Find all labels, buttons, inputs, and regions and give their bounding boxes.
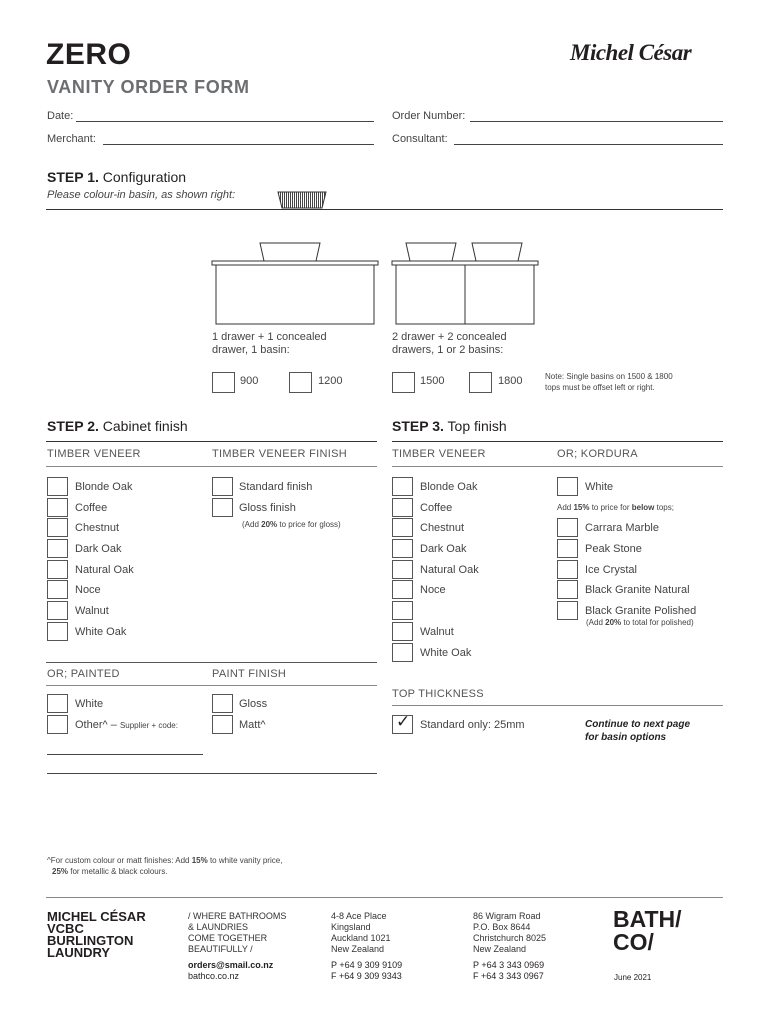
config2-label-line2: drawers, 1 or 2 basins: [392,344,504,356]
step1-number: STEP 1. [47,169,99,185]
step2-veneer-header: TIMBER VENEER [47,448,141,460]
size-1800-label: 1800 [498,375,523,387]
kordura-note-pre: Add [557,503,574,512]
step2-number: STEP 2. [47,418,99,434]
standard-finish-checkbox[interactable] [212,477,233,496]
auckland-line2: Kingsland [331,922,371,932]
footnote-line1-post: to white vanity price, [207,856,283,865]
christchurch-phone: P +64 3 343 0969 [473,960,545,970]
footer-tagline [188,911,286,955]
step1-heading [47,169,186,185]
footer-brand-list [47,911,146,959]
brand-logo: Michel César [570,40,692,65]
kordura-price-note [557,503,674,512]
basin-example-icon [276,190,328,210]
top-veneer-checkbox[interactable] [392,580,413,599]
order-number-field[interactable] [470,121,723,122]
footer-rule [46,897,723,898]
top-veneer-label: Coffee [420,502,453,514]
form-subtitle: VANITY ORDER FORM [47,77,250,97]
footer-website-link[interactable]: bathco.co.nz [188,971,240,981]
cabinet-veneer-label: White Oak [75,626,127,638]
top-veneer-label: Walnut [420,626,454,638]
top-veneer-label: Natural Oak [420,564,479,576]
continue-note-line2: for basin options [585,732,667,743]
step3-title: Top finish [447,418,507,434]
paint-gloss-label: Gloss [239,698,268,710]
consultant-field[interactable] [454,144,723,145]
gloss-note-pre: (Add [242,520,262,529]
kordura-label: Carrara Marble [585,522,659,534]
cabinet-veneer-checkbox[interactable] [47,518,68,537]
auckland-line1: 4-8 Ace Place [331,911,387,921]
single-basin-vanity-icon [210,240,380,326]
tagline-line2: & LAUNDRIES [188,922,249,932]
tagline-line3: COME TOGETHER [188,933,268,943]
top-veneer-checkbox[interactable] [392,477,413,496]
top-veneer-checkbox[interactable] [392,539,413,558]
config1-label-line2: drawer, 1 basin: [212,344,290,356]
footer-brand-burlington: BURLINGTON [47,933,134,948]
size-1500-checkbox[interactable] [392,372,415,393]
christchurch-address [473,911,546,955]
christchurch-line1: 86 Wigram Road [473,911,541,921]
step1-note-line1: Note: Single basins on 1500 & 1800 [545,372,673,381]
standard-finish-label: Standard finish [239,481,313,493]
christchurch-line3: Christchurch 8025 [473,933,547,943]
continue-note-line1: Continue to next page [585,719,690,730]
painted-rule [46,662,377,663]
top-veneer-checkbox[interactable] [392,518,413,537]
step3-veneer-header: TIMBER VENEER [392,448,486,460]
footer-email-link[interactable]: orders@smail.co.nz [188,960,274,970]
step1-rule [46,209,723,210]
size-1200-label: 1200 [318,375,343,387]
kordura-label: Black Granite Natural [585,584,690,596]
size-900-checkbox[interactable] [212,372,235,393]
footnote-line2 [52,867,168,876]
top-veneer-checkbox[interactable] [392,498,413,517]
supplier-code-field[interactable] [47,754,203,755]
top-veneer-label: Blonde Oak [420,481,478,493]
merchant-label: Merchant: [47,133,96,145]
step1-instruction: Please colour-in basin, as shown right: [47,189,236,201]
kordura-note-below: below [631,503,655,512]
size-1200-checkbox[interactable] [289,372,312,393]
polished-price-note [586,618,694,627]
step3-heading [392,418,507,434]
top-veneer-checkbox[interactable] [392,643,413,662]
top-veneer-checkbox[interactable] [392,622,413,641]
kordura-label: Ice Crystal [585,564,637,576]
cabinet-veneer-label: Walnut [75,605,109,617]
cabinet-veneer-label: Noce [75,584,101,596]
step2-title: Cabinet finish [102,418,188,434]
kordura-white-checkbox[interactable] [557,477,578,496]
kordura-checkbox[interactable] [557,539,578,558]
step2-rule [46,441,377,442]
footnote-line1-pre: ^For custom colour or matt finishes: Add [47,856,192,865]
kordura-checkbox[interactable] [557,518,578,537]
cabinet-veneer-label: Blonde Oak [75,481,133,493]
polished-note-percent: 20% [605,618,622,627]
kordura-note-post: tops; [654,503,674,512]
cabinet-veneer-label: Chestnut [75,522,120,534]
top-veneer-label: Chestnut [420,522,465,534]
polished-note-pre: (Add [586,618,606,627]
supplier-code-label: Supplier + code: [119,721,178,730]
footer-brand-vcbc: VCBC [47,921,84,936]
painted-white-label: White [75,698,104,710]
cabinet-veneer-checkbox[interactable] [47,580,68,599]
cabinet-veneer-label: Dark Oak [75,543,122,555]
cabinet-veneer-checkbox[interactable] [47,622,68,641]
painted-white-checkbox[interactable] [47,694,68,713]
footnote-line1-percent: 15% [191,856,208,865]
supplier-code-field-2[interactable] [47,773,377,774]
thickness-check-icon: ✓ [396,712,411,732]
painted-other-label [75,719,178,731]
kordura-note-percent: 15% [573,503,590,512]
cabinet-veneer-label: Coffee [75,502,108,514]
painted-other-checkbox[interactable] [47,715,68,734]
painted-other-text: Other^ [75,719,108,731]
gloss-note-post: to price for gloss) [277,520,341,529]
top-thickness-rule [392,705,723,706]
consultant-label: Consultant: [392,133,448,145]
step3-rule [392,441,723,442]
bathco-logo-line1: BATH/ [613,906,682,932]
painted-other-dash: – [110,719,117,731]
kordura-label: Peak Stone [585,543,642,555]
christchurch-fax: F +64 3 343 0967 [473,971,544,981]
painted-header: OR; PAINTED [47,668,120,680]
form-title: ZERO [46,38,132,71]
paint-finish-header: PAINT FINISH [212,668,287,680]
kordura-checkbox[interactable] [557,601,578,620]
footer-date: June 2021 [614,973,652,982]
footer-brand-laundry: LAUNDRY [47,945,111,960]
top-veneer-label: Noce [420,584,446,596]
config2-label-line1: 2 drawer + 2 concealed [392,331,507,343]
step2-heading [47,418,188,434]
top-thickness-header: TOP THICKNESS [392,688,484,700]
paint-matt-label: Matt^ [239,719,266,731]
kordura-white-label: White [585,481,614,493]
cabinet-veneer-checkbox[interactable] [47,601,68,620]
gloss-finish-label: Gloss finish [239,502,296,514]
date-label: Date: [47,110,74,122]
kordura-header: OR; KORDURA [557,448,638,460]
auckland-line3: Auckland 1021 [331,933,391,943]
auckland-line4: New Zealand [331,944,385,954]
footer-brand-michel-cesar: MICHEL CÉSAR [47,909,146,924]
top-veneer-checkbox[interactable] [392,560,413,579]
footnote-line1 [47,856,282,865]
cabinet-veneer-label: Natural Oak [75,564,134,576]
top-veneer-checkbox[interactable] [392,601,413,620]
kordura-checkbox[interactable] [557,580,578,599]
step3-number: STEP 3. [392,418,444,434]
tagline-line1: / WHERE BATHROOMS [188,911,287,921]
kordura-note-mid: to price for [589,503,632,512]
polished-note-post: to total for polished) [621,618,694,627]
double-basin-vanity-icon [390,240,540,326]
paint-gloss-checkbox[interactable] [212,694,233,713]
kordura-label: Black Granite Polished [585,605,697,617]
config1-label-line1: 1 drawer + 1 concealed [212,331,327,343]
step3-subrule [392,466,723,467]
kordura-checkbox[interactable] [557,560,578,579]
christchurch-line4: New Zealand [473,944,527,954]
merchant-field[interactable] [103,144,374,145]
date-field[interactable] [76,121,374,122]
painted-subrule [46,685,377,686]
cabinet-veneer-checkbox[interactable] [47,539,68,558]
gloss-note-percent: 20% [261,520,278,529]
christchurch-line2: P.O. Box 8644 [473,922,531,932]
size-1800-checkbox[interactable] [469,372,492,393]
step2-finish-header: TIMBER VENEER FINISH [212,448,347,460]
footnote-line2-post: for metallic & black colours. [68,867,168,876]
order-number-label: Order Number: [392,110,466,122]
auckland-address [331,911,391,955]
footnote-line2-percent: 25% [52,867,69,876]
size-1500-label: 1500 [420,375,445,387]
step1-note-line2: tops must be offset left or right. [545,383,655,392]
bathco-logo-line2: CO/ [613,929,654,955]
cabinet-veneer-checkbox[interactable] [47,477,68,496]
step1-title: Configuration [102,169,187,185]
top-veneer-label: Dark Oak [420,543,467,555]
top-veneer-label: White Oak [420,647,472,659]
gloss-price-note [242,520,341,529]
tagline-line4: BEAUTIFULLY / [188,944,253,954]
cabinet-veneer-checkbox[interactable] [47,560,68,579]
cabinet-veneer-checkbox[interactable] [47,498,68,517]
auckland-phone: P +64 9 309 9109 [331,960,403,970]
paint-matt-checkbox[interactable] [212,715,233,734]
step2-subrule [46,466,377,467]
gloss-finish-checkbox[interactable] [212,498,233,517]
thickness-label: Standard only: 25mm [420,719,525,731]
auckland-fax: F +64 9 309 9343 [331,971,402,981]
size-900-label: 900 [240,375,259,387]
